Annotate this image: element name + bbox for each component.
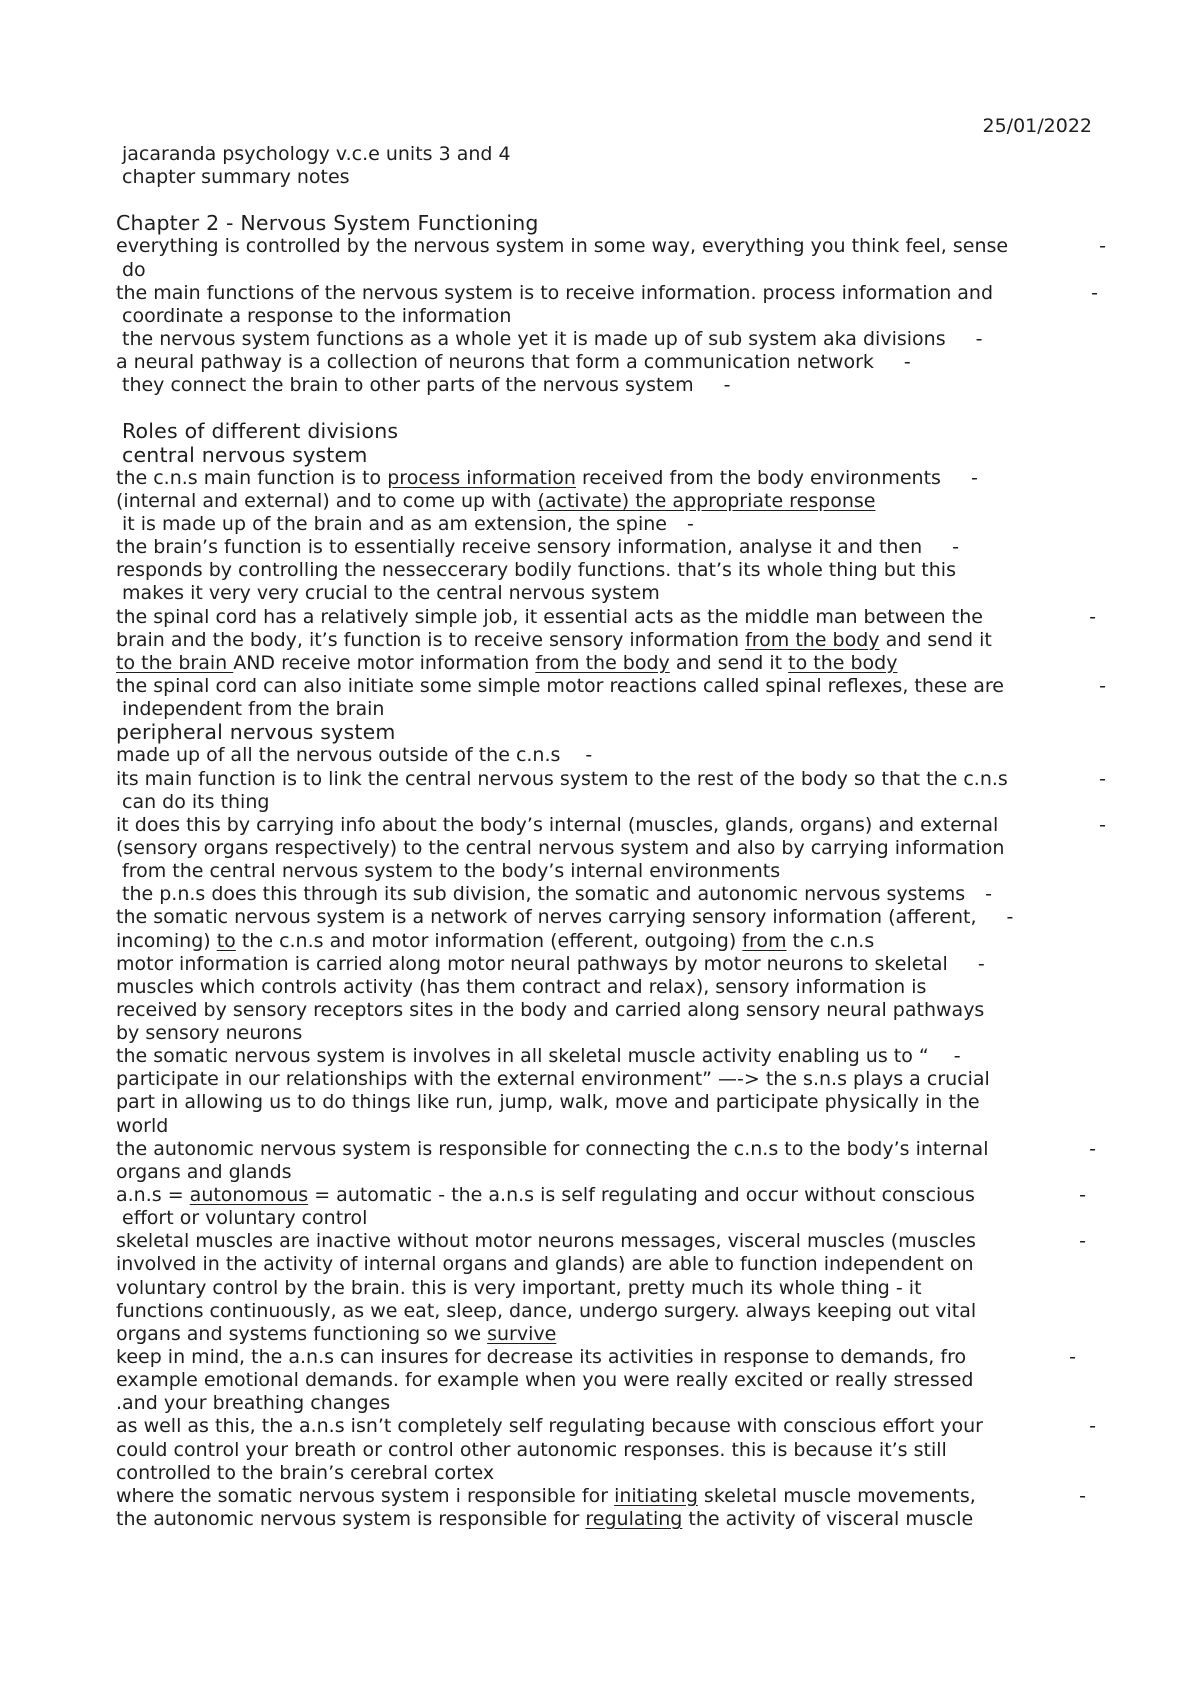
note-line: could control your breath or control other autonomic responses. this is because it’s still — [116, 1438, 947, 1461]
note-line: made up of all the nervous outside of the c.n.s - — [116, 744, 593, 767]
bullet-dash: - — [1099, 767, 1106, 790]
note-line: as well as this, the a.n.s isn’t completely self regulating because with conscious effort your - — [116, 1415, 1096, 1438]
note-line: the nervous system functions as a whole yet it is made up of sub system aka divisions - — [122, 327, 983, 350]
bullet-dash: - — [723, 374, 731, 397]
blank-line — [116, 189, 1106, 212]
note-line: the somatic nervous system is involves in all skeletal muscle activity enabling us to “ - — [116, 1045, 961, 1068]
note-line: the p.n.s does this through its sub division, the somatic and autonomic nervous systems - — [122, 883, 992, 906]
note-line: from the central nervous system to the body’s internal environments — [122, 860, 781, 883]
note-line: the brain’s function is to essentially receive sensory information, analyse it and then - — [116, 536, 960, 559]
note-line: brain and the body, it’s function is to receive sensory information from the body and send it — [116, 628, 992, 651]
header-line: jacaranda psychology v.c.e units 3 and 4 — [122, 143, 511, 165]
document-date: 25/01/2022 — [982, 115, 1092, 137]
bullet-dash: - — [977, 952, 985, 975]
bullet-dash: - — [1089, 605, 1096, 628]
note-line: keep in mind, the a.n.s can insures for decrease its activities in response to demands, fro - — [116, 1346, 1076, 1369]
bullet-dash: - — [1089, 1415, 1096, 1438]
note-line: by sensory neurons — [116, 1022, 303, 1045]
header-line: chapter summary notes — [122, 166, 350, 189]
note-line: (internal and external) and to come up with (activate) the appropriate response — [116, 489, 876, 512]
note-line: world — [116, 1114, 169, 1137]
note-line: involved in the activity of internal organs and glands) are able to function independent on — [116, 1253, 974, 1276]
note-line: do — [122, 258, 146, 281]
note-line: effort or voluntary control — [122, 1207, 368, 1230]
note-line: received by sensory receptors sites in the body and carried along sensory neural pathways — [116, 998, 985, 1021]
notes-body — [116, 143, 1106, 1531]
bullet-dash: - — [952, 536, 960, 559]
bullet-dash: - — [1079, 1484, 1086, 1507]
note-line: a neural pathway is a collection of neurons that form a communication network - — [116, 351, 911, 374]
section-heading: Roles of different divisions — [122, 419, 399, 444]
note-line: makes it very very crucial to the central nervous system — [122, 582, 660, 605]
bullet-dash: - — [903, 351, 911, 374]
subsection-heading: peripheral nervous system — [116, 720, 396, 745]
bullet-dash: - — [1099, 674, 1106, 697]
note-line: organs and systems functioning so we survive — [116, 1322, 557, 1345]
bullet-dash: - — [1099, 235, 1106, 258]
note-line: muscles which controls activity (has them contract and relax), sensory information is — [116, 975, 927, 998]
bullet-dash: - — [1099, 813, 1106, 836]
note-line: to the brain AND receive motor information from the body and send it to the body — [116, 651, 898, 674]
note-line: they connect the brain to other parts of the nervous system - — [122, 374, 731, 397]
note-line: motor information is carried along motor neural pathways by motor neurons to skeletal - — [116, 952, 985, 975]
bullet-dash: - — [1069, 1346, 1076, 1369]
note-line: the autonomic nervous system is responsible for regulating the activity of visceral muscle — [116, 1508, 974, 1531]
bullet-dash: - — [1006, 906, 1014, 929]
note-line: the main functions of the nervous system is to receive information. process information and - — [116, 281, 1098, 304]
note-line: its main function is to link the central nervous system to the rest of the body so that the c.n.s - — [116, 767, 1106, 790]
note-line: participate in our relationships with the external environment” —-> the s.n.s plays a crucial — [116, 1068, 990, 1091]
blank-line — [116, 397, 1106, 420]
note-line: where the somatic nervous system i responsible for initiating skeletal muscle movements, - — [116, 1484, 1086, 1507]
note-line: it does this by carrying info about the body’s internal (muscles, glands, organs) and external - — [116, 813, 1106, 836]
bullet-dash: - — [953, 1045, 961, 1068]
note-line: the spinal cord has a relatively simple job, it essential acts as the middle man between the - — [116, 605, 1096, 628]
bullet-dash: - — [970, 466, 978, 489]
note-line: voluntary control by the brain. this is very important, pretty much its whole thing - it — [116, 1276, 922, 1299]
bullet-dash: - — [1089, 1137, 1096, 1160]
note-line: responds by controlling the nesseccerary bodily functions. that’s its whole thing but this — [116, 559, 956, 582]
note-line: it is made up of the brain and as am extension, the spine - — [122, 512, 694, 535]
bullet-dash: - — [1079, 1230, 1086, 1253]
note-line: (sensory organs respectively) to the central nervous system and also by carrying information — [116, 836, 1005, 859]
note-line: can do its thing — [122, 790, 270, 813]
note-line: the spinal cord can also initiate some simple motor reactions called spinal reflexes, these are - — [116, 674, 1106, 697]
note-line: controlled to the brain’s cerebral cortex — [116, 1461, 495, 1484]
bullet-dash: - — [1079, 1184, 1086, 1207]
note-line: the c.n.s main function is to process information received from the body environments - — [116, 466, 978, 489]
bullet-dash: - — [1091, 281, 1098, 304]
subsection-heading: central nervous system — [122, 442, 368, 467]
note-line: the autonomic nervous system is responsible for connecting the c.n.s to the body’s internal - — [116, 1137, 1096, 1160]
note-line: incoming) to the c.n.s and motor information (efferent, outgoing) from the c.n.s — [116, 929, 875, 952]
chapter-title: Chapter 2 - Nervous System Functioning — [116, 211, 539, 236]
note-line: functions continuously, as we eat, sleep, dance, undergo surgery. always keeping out vital — [116, 1299, 977, 1322]
note-line: everything is controlled by the nervous system in some way, everything you think feel, sense - — [116, 235, 1106, 258]
note-line: .and your breathing changes — [116, 1392, 391, 1415]
bullet-dash: - — [585, 744, 593, 767]
note-line: skeletal muscles are inactive without motor neurons messages, visceral muscles (muscles - — [116, 1230, 1086, 1253]
bullet-dash: - — [686, 512, 694, 535]
note-line: a.n.s = autonomous = automatic - the a.n.s is self regulating and occur without conscious - — [116, 1184, 1086, 1207]
bullet-dash: - — [975, 327, 983, 350]
note-line: part in allowing us to do things like run, jump, walk, move and participate physically in the — [116, 1091, 980, 1114]
bullet-dash: - — [985, 883, 992, 906]
note-line: example emotional demands. for example when you were really excited or really stressed — [116, 1369, 974, 1392]
note-line: organs and glands — [116, 1160, 292, 1183]
note-line: independent from the brain — [122, 698, 385, 721]
note-line: the somatic nervous system is a network of nerves carrying sensory information (afferent, - — [116, 906, 1014, 929]
note-line: coordinate a response to the information — [122, 304, 512, 327]
